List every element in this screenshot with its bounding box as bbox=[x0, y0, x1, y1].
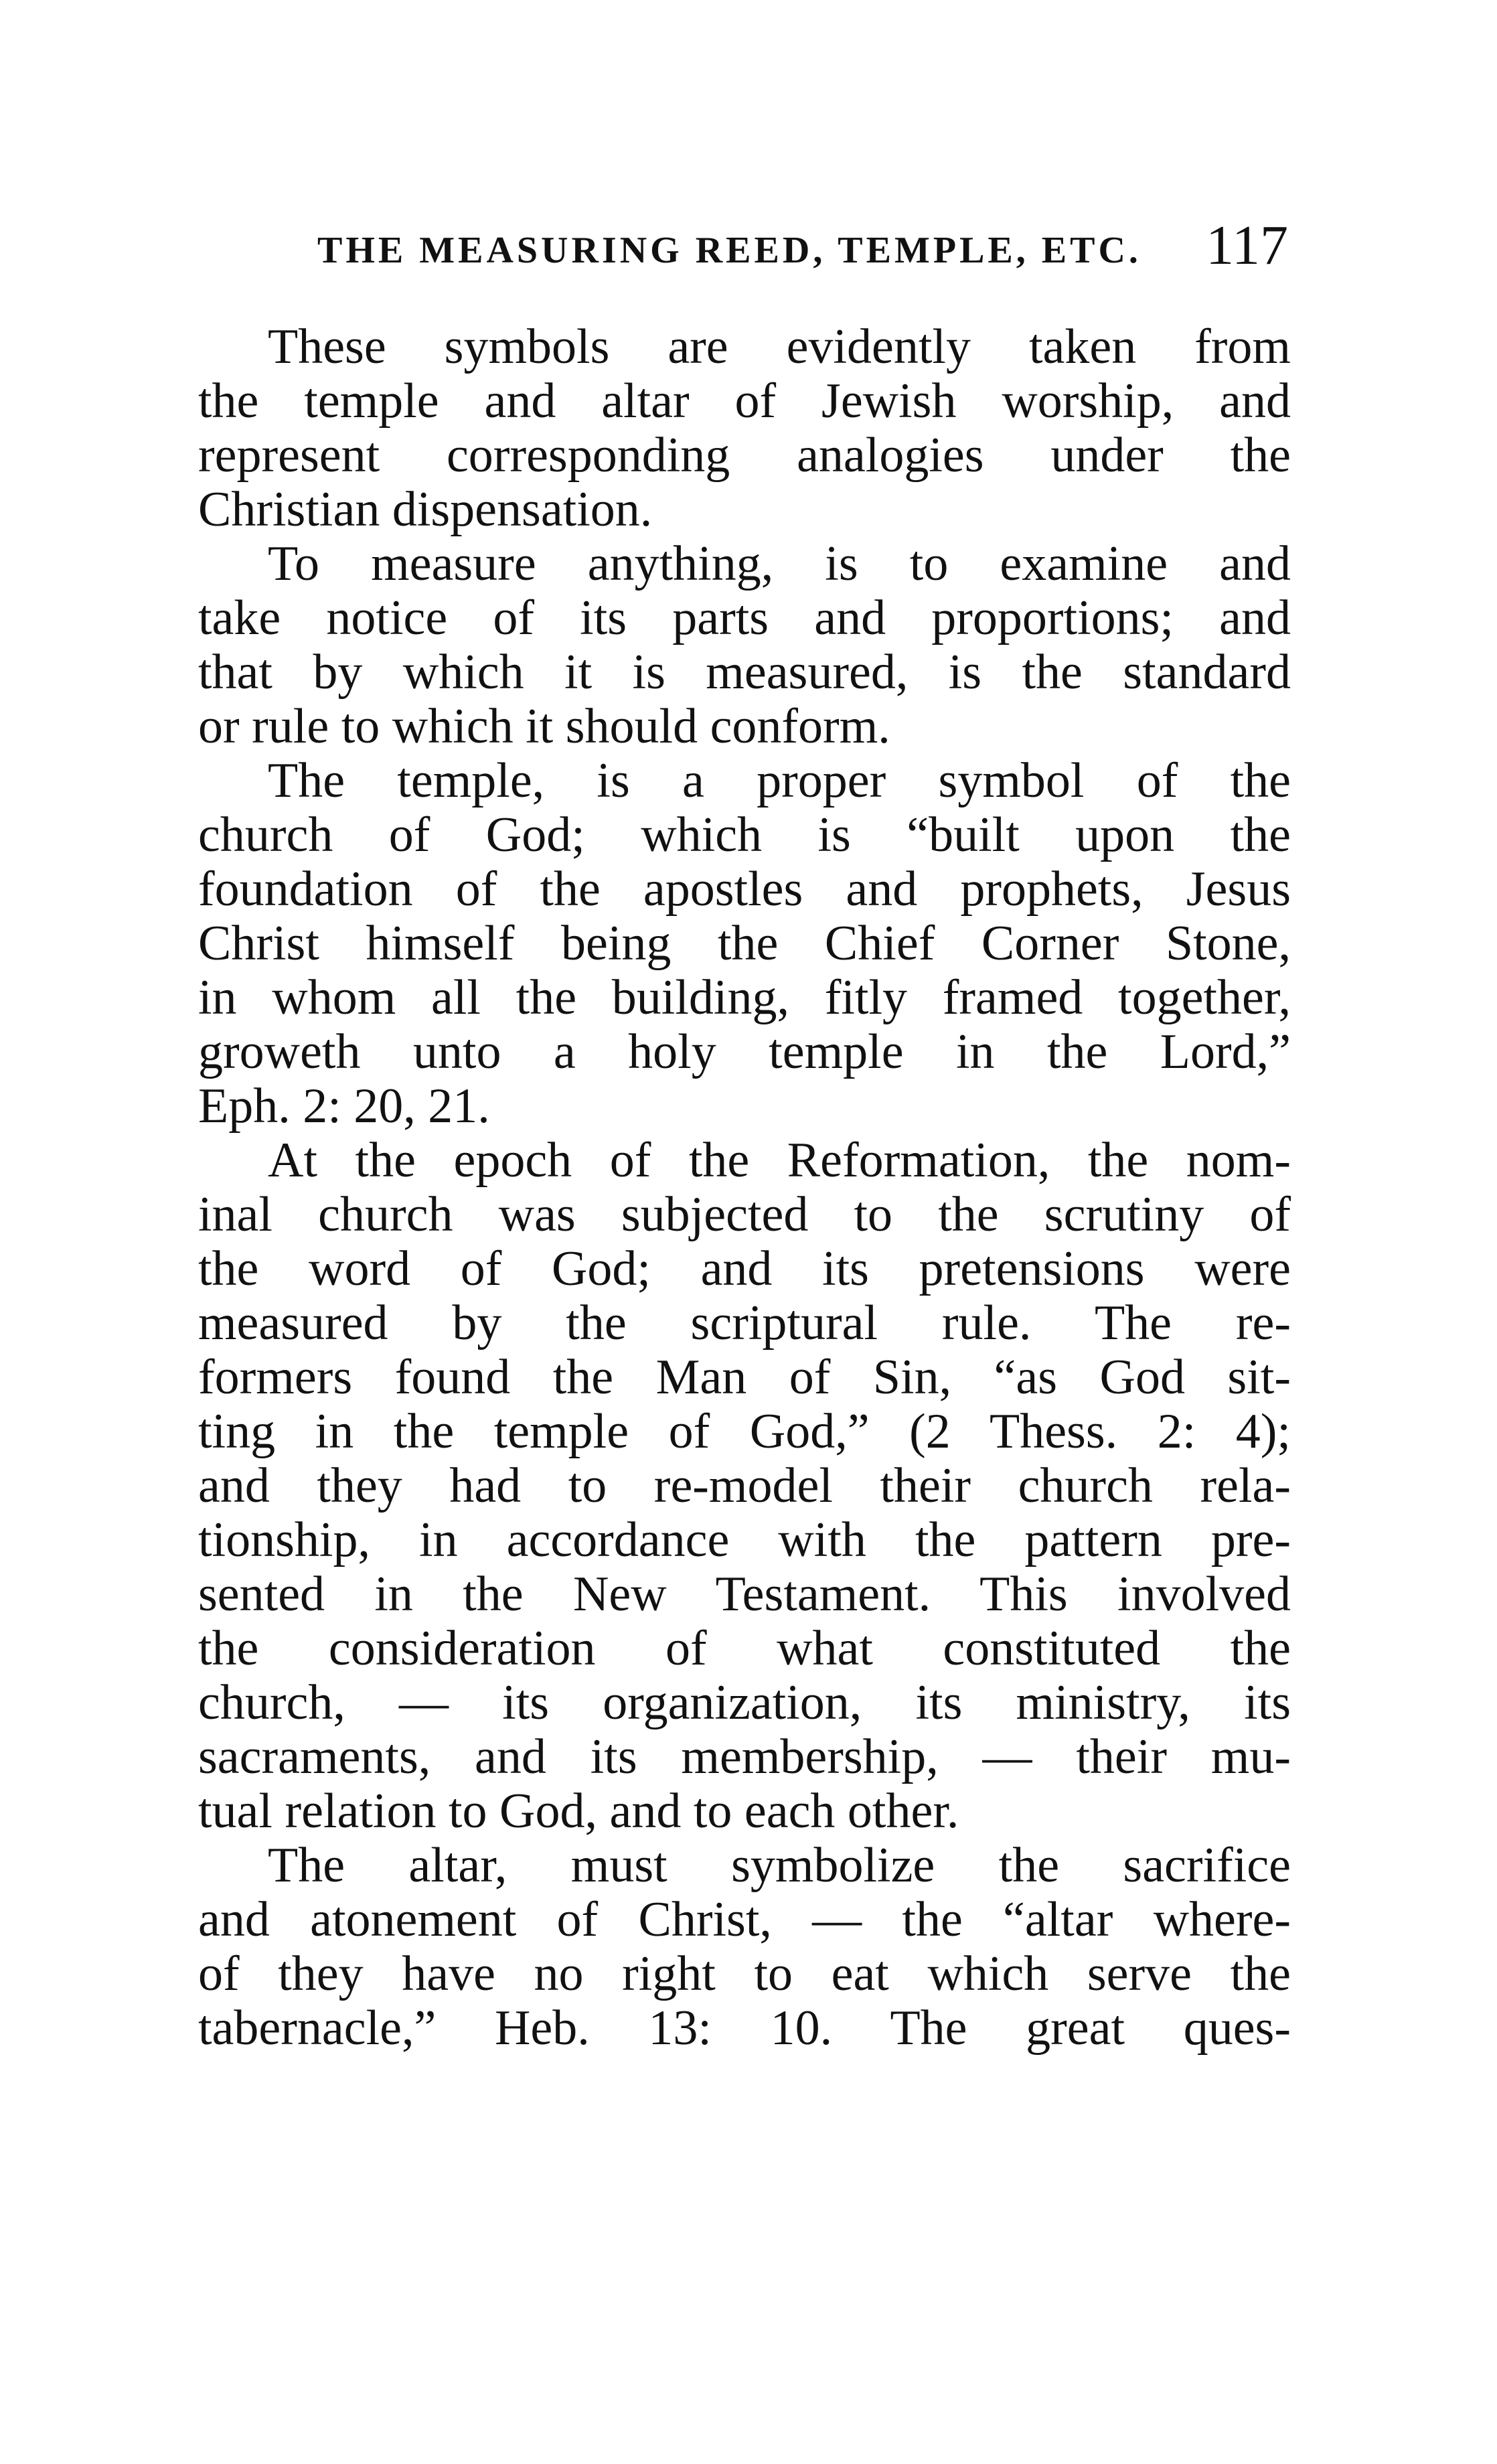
text-line: measured by the scriptural rule. The re- bbox=[198, 1296, 1291, 1351]
paragraph-altar bbox=[198, 1839, 1291, 2056]
text-line: To measure anything, is to examine and bbox=[268, 537, 1291, 591]
paragraph-reformation bbox=[198, 1134, 1291, 1839]
page-number: 117 bbox=[1206, 214, 1288, 277]
text-line: ting in the temple of God,” (2 Thess. 2: 4); bbox=[198, 1405, 1291, 1459]
text-line: groweth unto a holy temple in the Lord,” bbox=[198, 1025, 1291, 1079]
text-line: and atonement of Christ, — the “altar where- bbox=[198, 1893, 1291, 1947]
running-title: THE MEASURING REED, TEMPLE, ETC. bbox=[317, 230, 1141, 271]
body-text bbox=[198, 320, 1291, 2056]
text-line: At the epoch of the Reformation, the nom- bbox=[268, 1134, 1291, 1188]
text-line: that by which it is measured, is the standard bbox=[198, 645, 1291, 700]
paragraph-measure bbox=[198, 537, 1291, 754]
text-line: the word of God; and its pretensions were bbox=[198, 1242, 1291, 1296]
text-line: tabernacle,” Heb. 13: 10. The great ques- bbox=[198, 2001, 1291, 2056]
text-line: These symbols are evidently taken from bbox=[268, 320, 1291, 374]
text-line: Christian dispensation. bbox=[198, 483, 653, 537]
text-line: tual relation to God, and to each other. bbox=[198, 1784, 959, 1839]
running-head bbox=[317, 213, 1288, 287]
text-line: foundation of the apostles and prophets, Jesus bbox=[198, 862, 1291, 917]
text-line: represent corresponding analogies under the bbox=[198, 429, 1291, 483]
text-line: sented in the New Testament. This involved bbox=[198, 1567, 1291, 1622]
text-line: in whom all the building, fitly framed together, bbox=[198, 971, 1291, 1025]
text-line: The temple, is a proper symbol of the bbox=[268, 754, 1291, 808]
text-line: church, — its organization, its ministry, its bbox=[198, 1676, 1291, 1730]
text-line: inal church was subjected to the scrutiny of bbox=[198, 1188, 1291, 1242]
text-line: formers found the Man of Sin, “as God sit- bbox=[198, 1351, 1291, 1405]
paragraph-temple bbox=[198, 754, 1291, 1134]
text-line: or rule to which it should conform. bbox=[198, 700, 890, 754]
text-line: sacraments, and its membership, — their mu- bbox=[198, 1730, 1291, 1784]
text-line: Eph. 2: 20, 21. bbox=[198, 1079, 490, 1134]
text-line: church of God; which is “built upon the bbox=[198, 808, 1291, 862]
paragraph-symbols bbox=[198, 320, 1291, 537]
text-line: and they had to re-model their church rela- bbox=[198, 1459, 1291, 1513]
text-line: The altar, must symbolize the sacrifice bbox=[268, 1839, 1291, 1893]
text-line: the temple and altar of Jewish worship, and bbox=[198, 374, 1291, 429]
text-line: take notice of its parts and proportions; and bbox=[198, 591, 1291, 645]
text-line: Christ himself being the Chief Corner Stone, bbox=[198, 917, 1291, 971]
text-line: of they have no right to eat which serve the bbox=[198, 1947, 1291, 2001]
text-line: tionship, in accordance with the pattern pre- bbox=[198, 1513, 1291, 1567]
text-line: the consideration of what constituted the bbox=[198, 1622, 1291, 1676]
